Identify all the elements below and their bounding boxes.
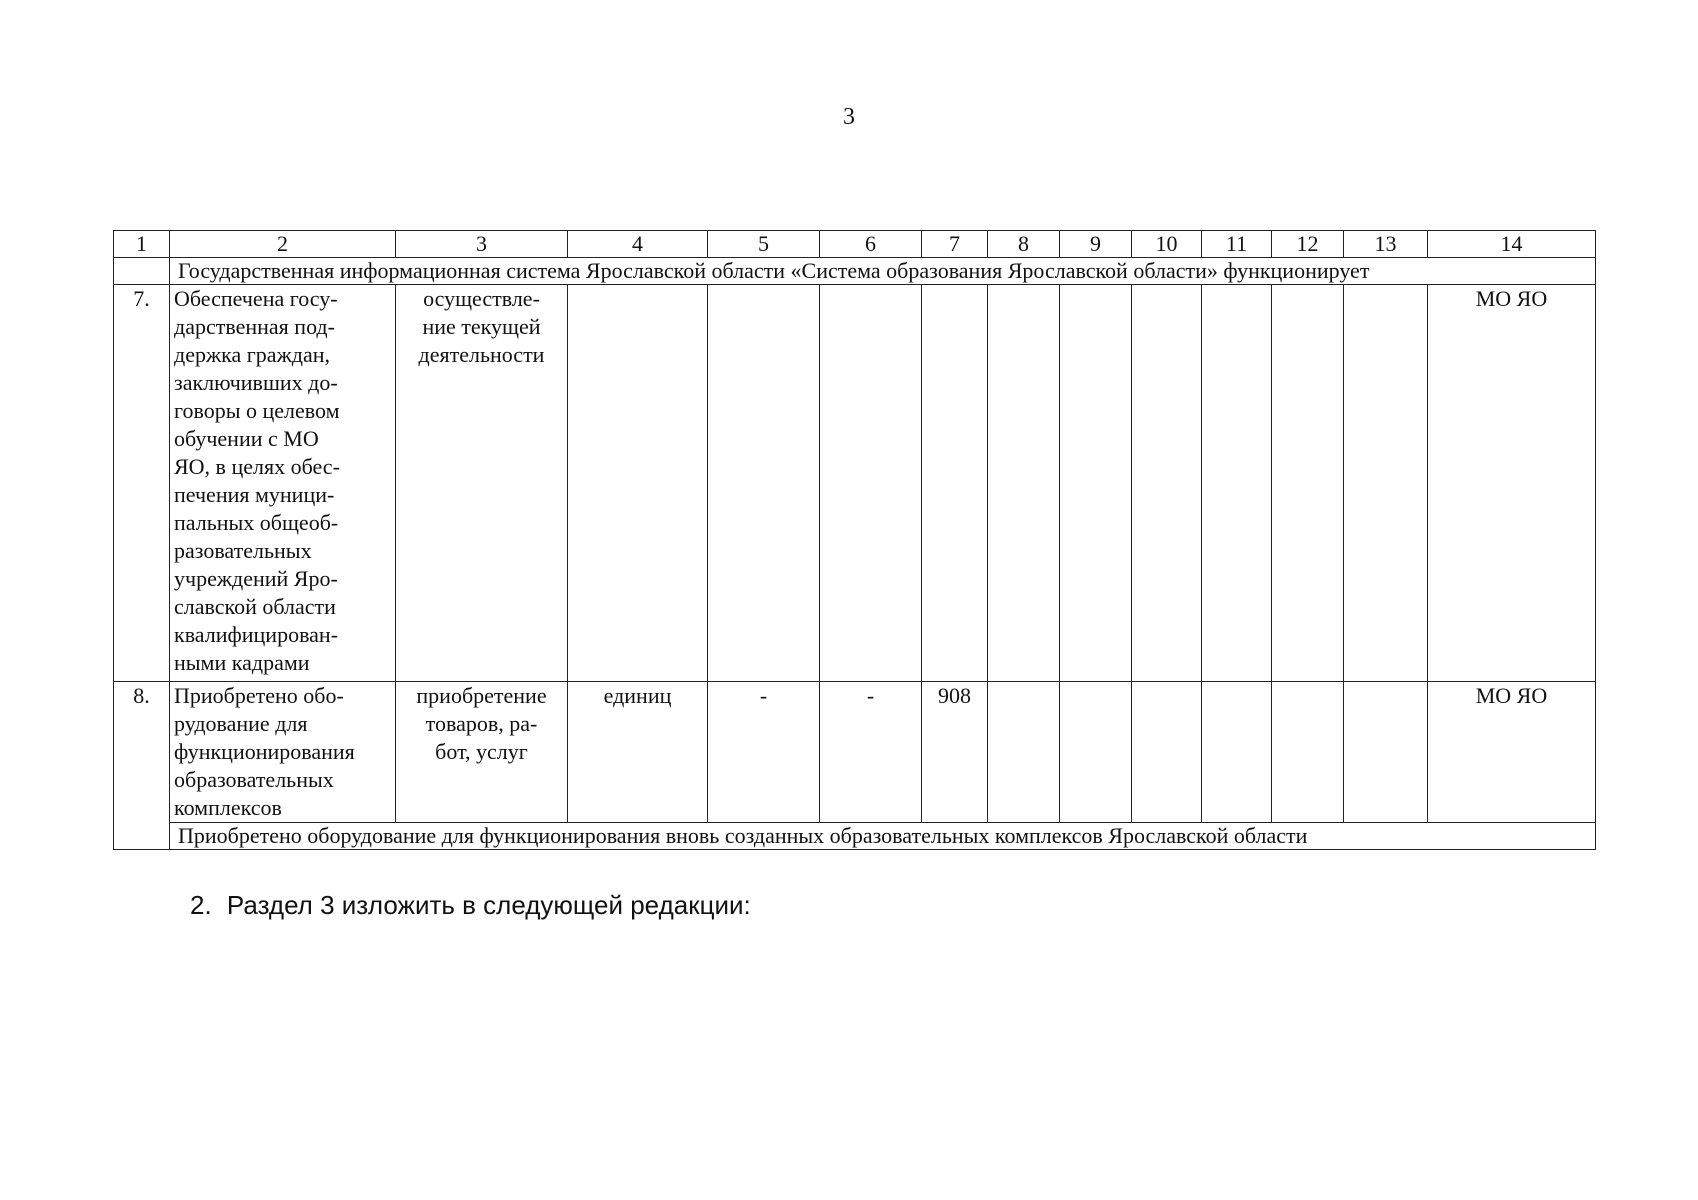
header-cell: 13 xyxy=(1344,231,1428,258)
empty-cell xyxy=(1202,285,1272,682)
table-header-row xyxy=(114,231,1596,258)
header-cell: 9 xyxy=(1060,231,1132,258)
empty-cell xyxy=(988,285,1060,682)
footer-note-row xyxy=(114,823,1596,850)
result-cell: Обеспечена госу- дарственная под- держка граждан, заключивших до- говоры о целевом обучении с МО ЯО, в целях обес- печения муници- пальных общеоб- разовательных учреждений Яро- славской области квалифицирован- ными кадрами xyxy=(170,285,396,682)
empty-cell xyxy=(1132,285,1202,682)
empty-cell xyxy=(988,682,1060,823)
header-cell: 11 xyxy=(1202,231,1272,258)
section-title-row xyxy=(114,258,1596,285)
table-row xyxy=(114,682,1596,823)
row-number: 8. xyxy=(114,682,170,850)
responsible-cell: МО ЯО xyxy=(1428,285,1596,682)
value-cell xyxy=(922,285,988,682)
header-cell: 8 xyxy=(988,231,1060,258)
empty-cell xyxy=(1060,285,1132,682)
header-cell: 12 xyxy=(1272,231,1344,258)
empty-cell xyxy=(114,258,170,285)
value-cell xyxy=(708,285,820,682)
section-title: Государственная информационная система Ярославской области «Система образования Ярославской области» функционирует xyxy=(170,258,1596,285)
type-cell: приобретение товаров, ра- бот, услуг xyxy=(396,682,568,823)
row-number: 7. xyxy=(114,285,170,682)
value-cell: 908 xyxy=(922,682,988,823)
responsible-cell: МО ЯО xyxy=(1428,682,1596,823)
empty-cell xyxy=(1272,682,1344,823)
type-cell: осуществле- ние текущей деятельности xyxy=(396,285,568,682)
footer-note: Приобретено оборудование для функционирования вновь созданных образовательных комплексов Ярославской области xyxy=(170,823,1596,850)
empty-cell xyxy=(1344,682,1428,823)
empty-cell xyxy=(1344,285,1428,682)
unit-cell: единиц xyxy=(568,682,708,823)
result-cell: Приобретено обо- рудование для функционирования образовательных комплексов xyxy=(170,682,396,823)
note-number: 2. xyxy=(190,890,212,920)
header-cell: 14 xyxy=(1428,231,1596,258)
program-table xyxy=(113,230,1596,850)
page-number: 3 xyxy=(843,104,855,130)
header-cell: 3 xyxy=(396,231,568,258)
table-row xyxy=(114,285,1596,682)
header-cell: 10 xyxy=(1132,231,1202,258)
empty-cell xyxy=(1132,682,1202,823)
value-cell: - xyxy=(820,682,922,823)
header-cell: 2 xyxy=(170,231,396,258)
header-cell: 5 xyxy=(708,231,820,258)
empty-cell xyxy=(1202,682,1272,823)
value-cell xyxy=(820,285,922,682)
header-cell: 6 xyxy=(820,231,922,258)
header-cell: 7 xyxy=(922,231,988,258)
unit-cell xyxy=(568,285,708,682)
section-note xyxy=(190,890,751,921)
header-cell: 1 xyxy=(114,231,170,258)
value-cell: - xyxy=(708,682,820,823)
empty-cell xyxy=(1272,285,1344,682)
note-text: Раздел 3 изложить в следующей редакции: xyxy=(226,890,751,920)
header-cell: 4 xyxy=(568,231,708,258)
empty-cell xyxy=(1060,682,1132,823)
